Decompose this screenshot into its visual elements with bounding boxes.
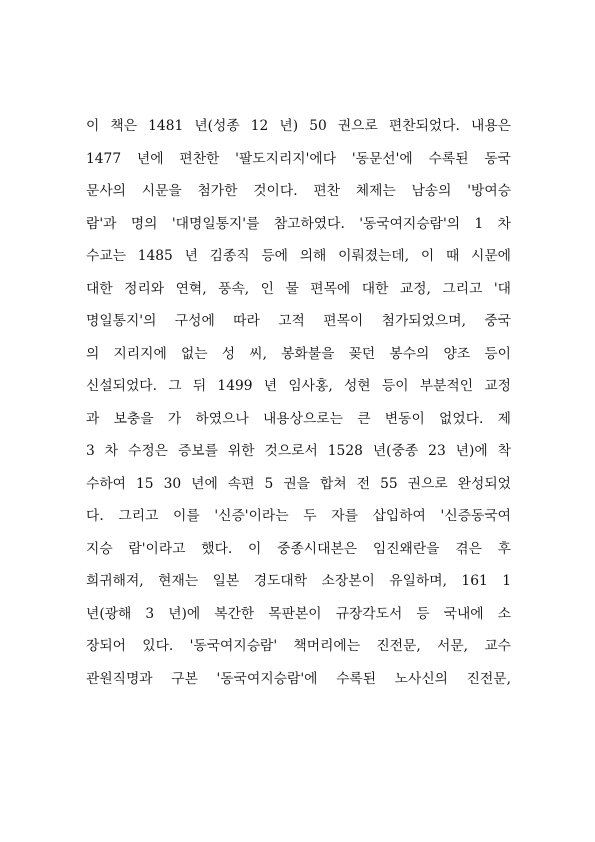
text-line: 장되어 있다. '동국여지승람' 책머리에는 진전문, 서문, 교수 (86, 638, 511, 654)
text-line: 이 책은 1481 년(성종 12 년) 50 권으로 편찬되었다. 내용은 (86, 118, 511, 134)
text-line: 3 차 수정은 증보를 위한 것으로서 1528 년(중종 23 년)에 착 (86, 443, 511, 459)
text-line: 관원직명과 구본 '동국여지승람'에 수록된 노사신의 진전문, (86, 670, 511, 687)
text-line: 람'과 명의 '대명일통지'를 참고하였다. '동국여지승람'의 1 차 (86, 215, 511, 232)
text-line: 문사의 시문을 첨가한 것이다. 편찬 체제는 남송의 '방여승 (86, 183, 511, 199)
text-line: 년(광해 3 년)에 복간한 목판본이 규장각도서 등 국내에 소 (86, 605, 511, 622)
text-line: 대한 정리와 연혁, 풍속, 인 물 편목에 대한 교정, 그리고 '대 (86, 280, 511, 297)
text-line: 명일통지'의 구성에 따라 고적 편목이 첨가되었으며, 중국 (86, 313, 511, 329)
text-line: 다. 그리고 이를 '신증'이라는 두 자를 삽입하여 '신증동국여 (86, 508, 511, 524)
body-text (86, 110, 511, 695)
text-line: 의 지리지에 없는 성 씨, 봉화불을 꽂던 봉수의 양조 등이 (86, 345, 511, 362)
text-line: 지승 람'이라고 했다. 이 중종시대본은 임진왜란을 겪은 후 (86, 540, 511, 557)
text-line: 수하여 15 30 년에 속편 5 권을 합쳐 전 55 권으로 완성되었 (86, 475, 511, 492)
text-line: 과 보충을 가 하였으나 내용상으로는 큰 변동이 없었다. 제 (86, 410, 511, 427)
text-line: 수교는 1485 년 김종직 등에 의해 이뤄졌는데, 이 때 시문에 (86, 248, 511, 264)
text-line: 신설되었다. 그 뒤 1499 년 임사홍, 성현 등이 부분적인 교정 (86, 378, 511, 394)
text-line: 1477 년에 편찬한 '팔도지리지'에다 '동문선'에 수록된 동국 (86, 150, 511, 167)
text-line: 희귀해져, 현재는 일본 경도대학 소장본이 유일하며, 161 1 (86, 573, 511, 589)
